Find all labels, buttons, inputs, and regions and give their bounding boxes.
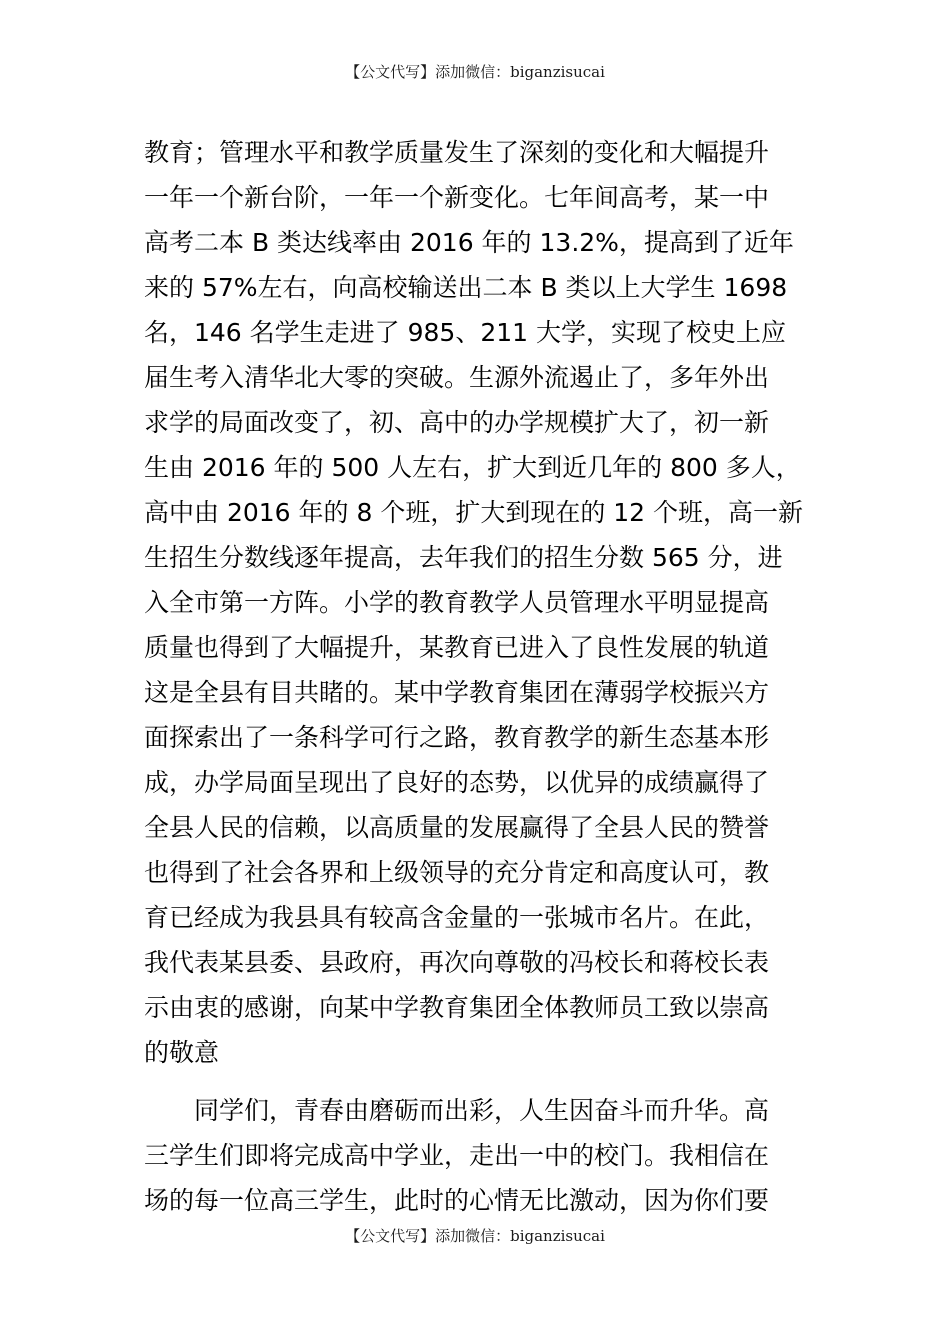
text-line: 高中由 2016 年的 8 个班，扩大到现在的 12 个班，高一新: [144, 498, 804, 527]
text-line: 面探索出了一条科学可行之路，教育教学的新生态基本形: [144, 723, 770, 752]
text-line: 一年一个新台阶，一年一个新变化。七年间高考，某一中: [144, 183, 770, 212]
text-line: 育已经成为我县具有较高含金量的一张城市名片。在此，: [144, 903, 770, 932]
text-line: 名，146 名学生走进了 985、211 大学，实现了校史上应: [144, 318, 786, 347]
text-line: 成，办学局面呈现出了良好的态势，以优异的成绩赢得了: [144, 768, 770, 797]
text-line: 高考二本 B 类达线率由 2016 年的 13.2%，提高到了近年: [144, 228, 794, 257]
text-line: 三学生们即将完成高中学业，走出一中的校门。我相信在: [144, 1141, 770, 1170]
text-line: 也得到了社会各界和上级领导的充分肯定和高度认可，教: [144, 858, 770, 887]
text-line: 全县人民的信赖，以高质量的发展赢得了全县人民的赞誉: [144, 813, 770, 842]
text-line: 的敬意: [144, 1038, 220, 1067]
text-line: 示由衷的感谢，向某中学教育集团全体教师员工致以崇高: [144, 993, 770, 1022]
paragraph-2: [144, 1088, 808, 1223]
document-body: [144, 130, 808, 1223]
paragraph-1: [144, 130, 808, 1075]
paragraph-spacer: [144, 1075, 808, 1088]
text-line: 质量也得到了大幅提升，某教育已进入了良性发展的轨道: [144, 633, 770, 662]
text-line: 生由 2016 年的 500 人左右，扩大到近几年的 800 多人，: [144, 453, 801, 482]
text-line: 来的 57%左右，向高校输送出二本 B 类以上大学生 1698: [144, 273, 788, 302]
text-line: 教育；管理水平和教学质量发生了深刻的变化和大幅提升: [144, 138, 770, 167]
text-line: 入全市第一方阵。小学的教育教学人员管理水平明显提高: [144, 588, 770, 617]
text-line: 同学们，青春由磨砺而出彩，人生因奋斗而升华。高: [194, 1096, 770, 1125]
text-line: 这是全县有目共睹的。某中学教育集团在薄弱学校振兴方: [144, 678, 770, 707]
text-line: 求学的局面改变了，初、高中的办学规模扩大了，初一新: [144, 408, 770, 437]
text-line: 我代表某县委、县政府，再次向尊敬的冯校长和蒋校长表: [144, 948, 770, 977]
text-line: 生招生分数线逐年提高，去年我们的招生分数 565 分，进: [144, 543, 783, 572]
page-footer: 【公文代写】添加微信：biganzisucai: [345, 1227, 605, 1245]
text-line: 届生考入清华北大零的突破。生源外流遏止了，多年外出: [144, 363, 770, 392]
text-line: 场的每一位高三学生，此时的心情无比激动，因为你们要: [144, 1186, 770, 1215]
page-header: 【公文代写】添加微信：biganzisucai: [345, 63, 605, 81]
